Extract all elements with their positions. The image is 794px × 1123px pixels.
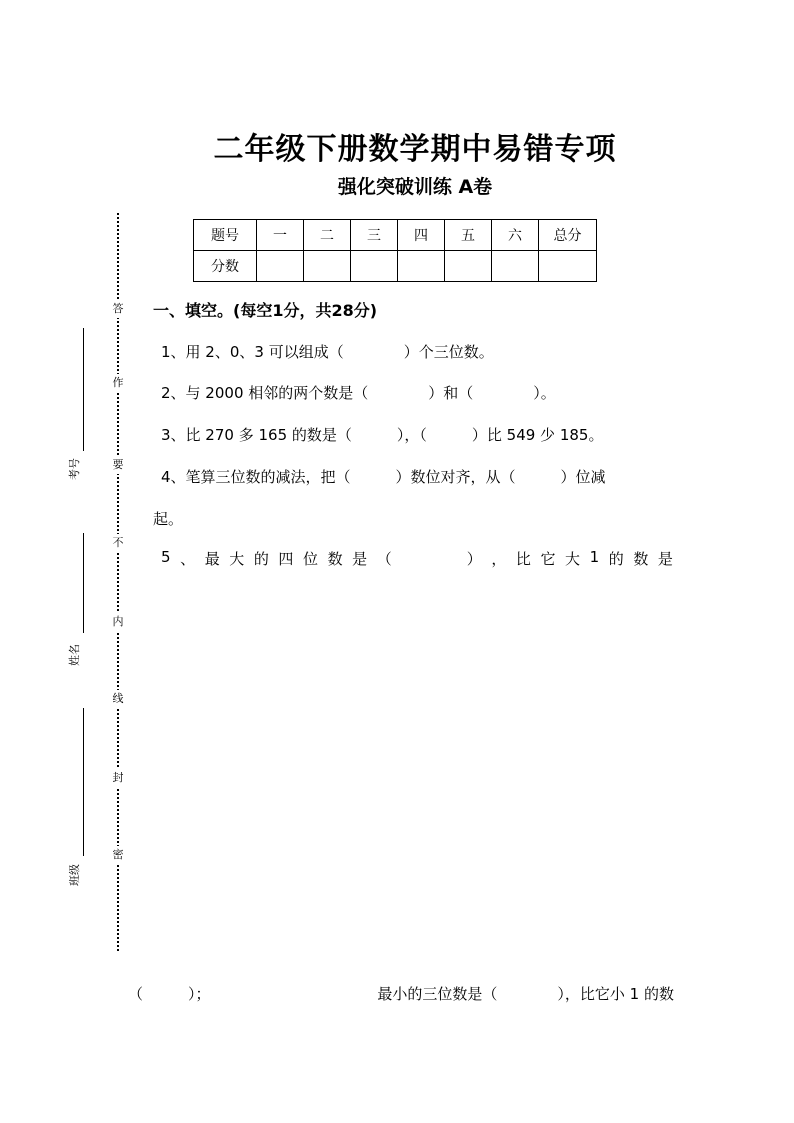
exam-number-line: [83, 328, 84, 451]
page-subtitle: 强化突破训练 A卷: [337, 176, 493, 198]
seal-char: 线: [110, 690, 126, 708]
question-4: 4、笔算三位数的减法，把（ ）数位对齐，从（ ）位减: [161, 468, 606, 486]
name-label: 姓名: [68, 644, 81, 666]
page-title: 二年级下册数学期中易错专项: [213, 132, 617, 167]
seal-char: 作: [110, 374, 126, 392]
q5-segment: 是: [352, 550, 368, 568]
q5-segment: ，: [491, 550, 507, 568]
score-blank-cell[interactable]: [257, 251, 304, 282]
score-header-cell: 二: [304, 220, 351, 251]
seal-char: 要: [110, 456, 126, 474]
score-blank-cell[interactable]: [398, 251, 445, 282]
score-blank-cell[interactable]: [492, 251, 539, 282]
name-line: [83, 533, 84, 633]
score-blank-cell[interactable]: [304, 251, 351, 282]
q5-segment: 的: [608, 550, 624, 568]
section-heading: 一、填空。(每空1分，共28分): [153, 301, 378, 320]
question-5: [161, 548, 673, 569]
q5-segment: 、: [180, 550, 196, 568]
question-3: 3、比 270 多 165 的数是（ ），（ ）比 549 少 185。: [161, 426, 604, 444]
q5-segment: 比: [515, 550, 531, 568]
class-line: [83, 708, 84, 856]
q5-segment: 数: [633, 550, 649, 568]
q5-segment: 四: [278, 550, 294, 568]
score-header-cell: 题号: [194, 220, 257, 251]
q5-segment: 1: [589, 548, 600, 566]
score-blank-cell[interactable]: [539, 251, 597, 282]
score-header-cell: 五: [445, 220, 492, 251]
seal-char: 答: [110, 300, 126, 318]
seal-char: 内: [110, 613, 126, 631]
q5-continued-part-b: 最小的三位数是（ ），比它小 1 的数: [377, 985, 674, 1003]
q5-segment: 大: [565, 550, 581, 568]
seal-char: 密: [110, 846, 126, 864]
exam-number-label: 考号: [68, 458, 81, 480]
score-table-score-row: [194, 251, 597, 282]
score-header-cell: 总分: [539, 220, 597, 251]
q5-segment: 的: [253, 550, 269, 568]
score-header-cell: 三: [351, 220, 398, 251]
score-row-label: 分数: [194, 251, 257, 282]
score-table-header-row: [194, 220, 597, 251]
seal-char: 封: [110, 769, 126, 787]
score-blank-cell[interactable]: [445, 251, 492, 282]
q5-segment: 它: [540, 550, 556, 568]
q5-segment: 5: [161, 548, 171, 566]
question-4-continued: 起。: [153, 510, 184, 528]
question-5-continued: [128, 983, 674, 1004]
q5-segment: 是: [657, 550, 673, 568]
q5-segment: 数: [327, 550, 343, 568]
score-table: [193, 219, 597, 282]
q5-segment: 大: [229, 550, 245, 568]
class-label: 班级: [68, 864, 81, 886]
score-header-cell: 一: [257, 220, 304, 251]
question-1: 1、用 2、0、3 可以组成（ ）个三位数。: [161, 343, 494, 361]
q5-continued-part-a: （ ）；: [128, 985, 211, 1003]
q5-answer-blank: （ ）: [376, 550, 482, 568]
score-header-cell: 四: [398, 220, 445, 251]
score-header-cell: 六: [492, 220, 539, 251]
seal-dotted-line: [117, 213, 119, 951]
seal-char: 不: [110, 534, 126, 552]
q5-segment: 最: [204, 550, 220, 568]
question-2: 2、与 2000 相邻的两个数是（ ）和（ ）。: [161, 384, 556, 402]
score-blank-cell[interactable]: [351, 251, 398, 282]
q5-segment: 位: [303, 550, 319, 568]
